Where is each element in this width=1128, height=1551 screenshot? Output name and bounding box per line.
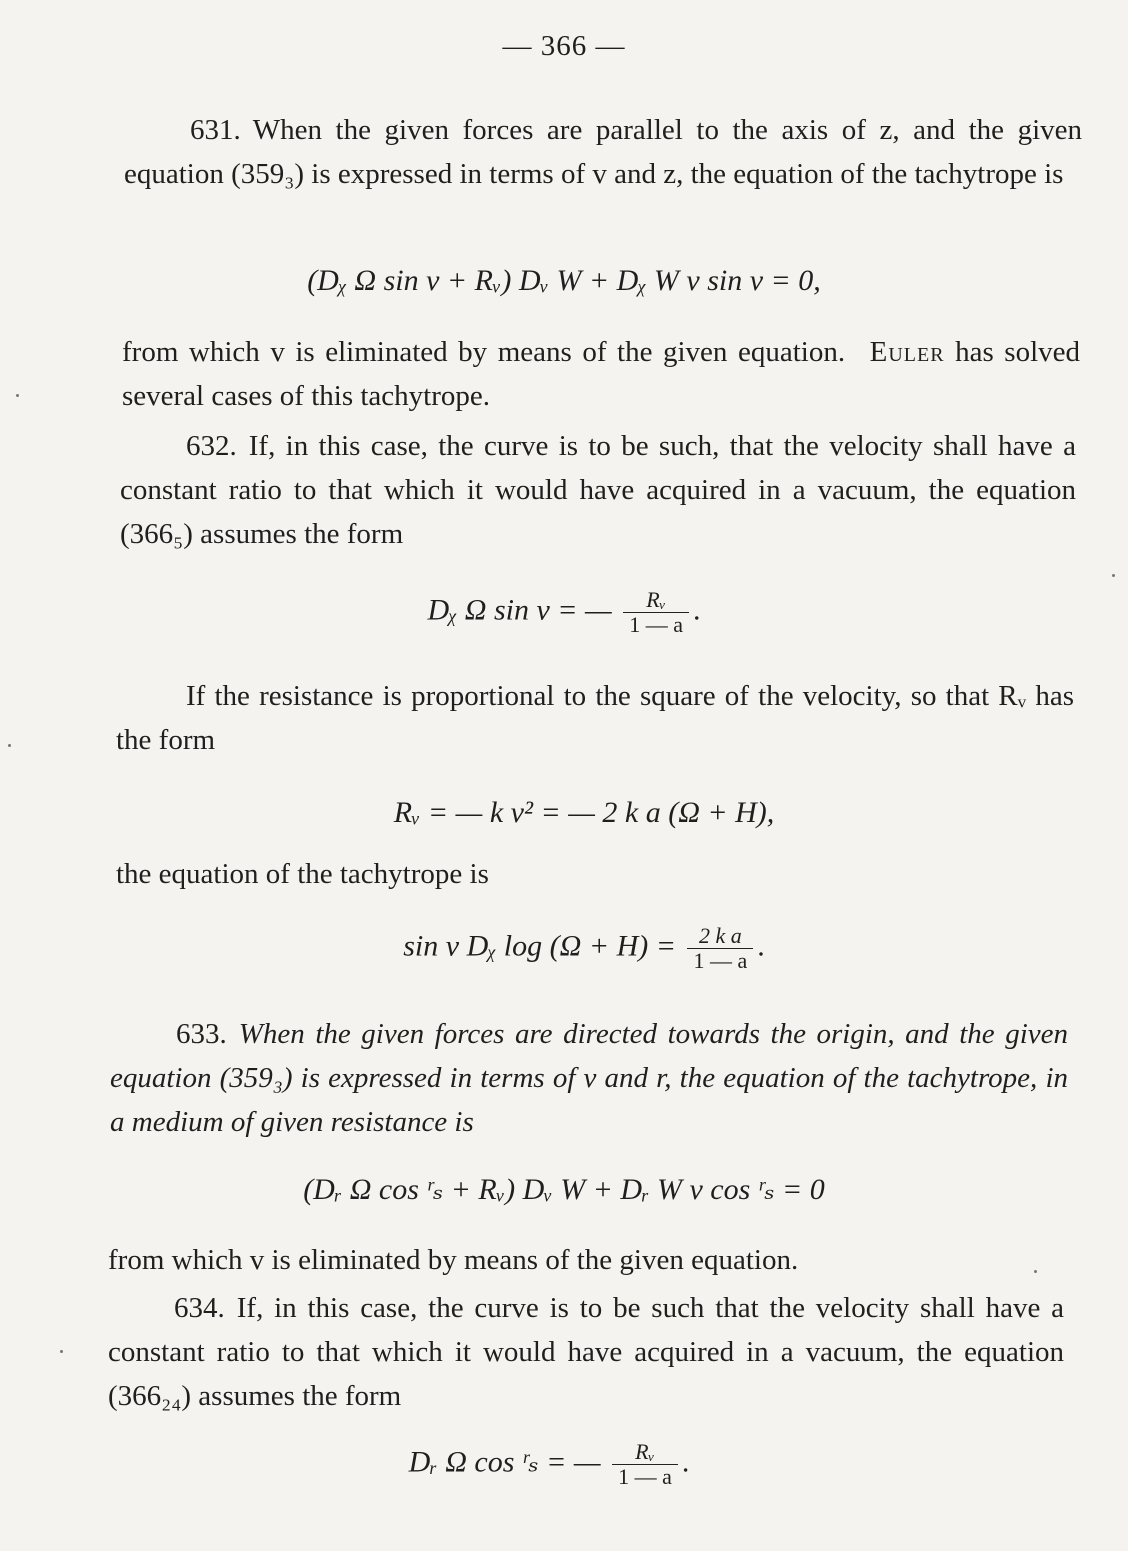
equation-4-fraction <box>687 924 753 973</box>
paragraph-after-eq1 <box>122 330 1080 418</box>
paper-speck <box>1112 574 1115 577</box>
equation-4 <box>0 924 1128 973</box>
paragraph-633 <box>110 1012 1068 1144</box>
equation-2-lhs: Dᵪ Ω sin ν = — <box>427 593 612 627</box>
paper-speck <box>60 1350 63 1353</box>
equation-1: (Dᵪ Ω sin ν + Rᵥ) Dᵥ W + Dᵪ W v sin ν = 0, <box>307 264 821 297</box>
equation-2-numerator: Rᵥ <box>623 588 689 613</box>
equation-2-fraction <box>623 588 689 637</box>
equation-4-lhs: sin ν Dᵪ log (Ω + H) = <box>403 929 676 963</box>
equation-5: (Dᵣ Ω cos ʳₛ + Rᵥ) Dᵥ W + Dᵣ W v cos ʳₛ = 0 <box>303 1173 825 1206</box>
author-name: Euler <box>869 336 945 368</box>
paragraph-633-text: When the given forces are directed towards the origin, and the given equation (359₃) is expressed in terms of v and r, the equation of the tachytrope, in a medium of given resistance is <box>110 1018 1068 1138</box>
section-number-632: 632. <box>186 430 237 462</box>
paragraph-632 <box>120 424 1076 556</box>
equation-6 <box>0 1440 1128 1489</box>
equation-2-end: . <box>692 593 701 627</box>
equation-6-lhs: Dᵣ Ω cos ʳₛ = — <box>408 1445 601 1479</box>
paragraph-tachytrope: the equation of the tachytrope is <box>116 858 489 890</box>
paragraph-resistance: If the resistance is proportional to the square of the velocity, so that Rᵥ has the form <box>116 680 1074 756</box>
after-eq1-text: from which v is eliminated by means of the given equation. <box>122 336 846 368</box>
after-eq1-text2: has solved several cases of this tachytrope. <box>122 336 1081 412</box>
equation-2-denominator: 1 — a <box>629 612 683 637</box>
paragraph-631-text: When the given forces are parallel to the axis of z, and the given equation (359₃) is expressed in terms of v and z, the equation of the tachytrope is <box>124 114 1082 190</box>
equation-6-denominator: 1 — a <box>618 1464 672 1489</box>
equation-2 <box>0 588 1128 637</box>
section-number-633: 633. <box>176 1018 227 1050</box>
equation-4-numerator: 2 k a <box>687 924 753 949</box>
paper-speck <box>1034 1270 1037 1273</box>
paragraph-after-eq5: from which v is eliminated by means of the given equation. <box>108 1244 799 1276</box>
equation-6-end: . <box>681 1445 690 1479</box>
equation-3: Rᵥ = — k v² = — 2 k a (Ω + H), <box>393 796 775 829</box>
paragraph-634 <box>108 1286 1064 1418</box>
equation-6-fraction <box>612 1440 678 1489</box>
paragraph-632-text: If, in this case, the curve is to be such, that the velocity shall have a constant ratio to that which it would have acquired in a vacuum, the equation (366₅) assumes the form <box>120 430 1076 550</box>
equation-4-end: . <box>757 929 765 963</box>
paper-speck <box>8 744 11 747</box>
page-number: — 366 — <box>502 30 626 62</box>
section-number-631: 631. <box>190 114 241 146</box>
equation-6-numerator: Rᵥ <box>612 1440 678 1465</box>
equation-4-denominator: 1 — a <box>693 948 748 973</box>
paragraph-631 <box>124 108 1082 196</box>
section-number-634: 634. <box>174 1292 225 1324</box>
paragraph-634-text: If, in this case, the curve is to be such that the velocity shall have a constant ratio to that which it would have acquired in a vacuum, the equation (366₂₄) assumes the form <box>108 1292 1064 1412</box>
paper-speck <box>16 394 19 397</box>
